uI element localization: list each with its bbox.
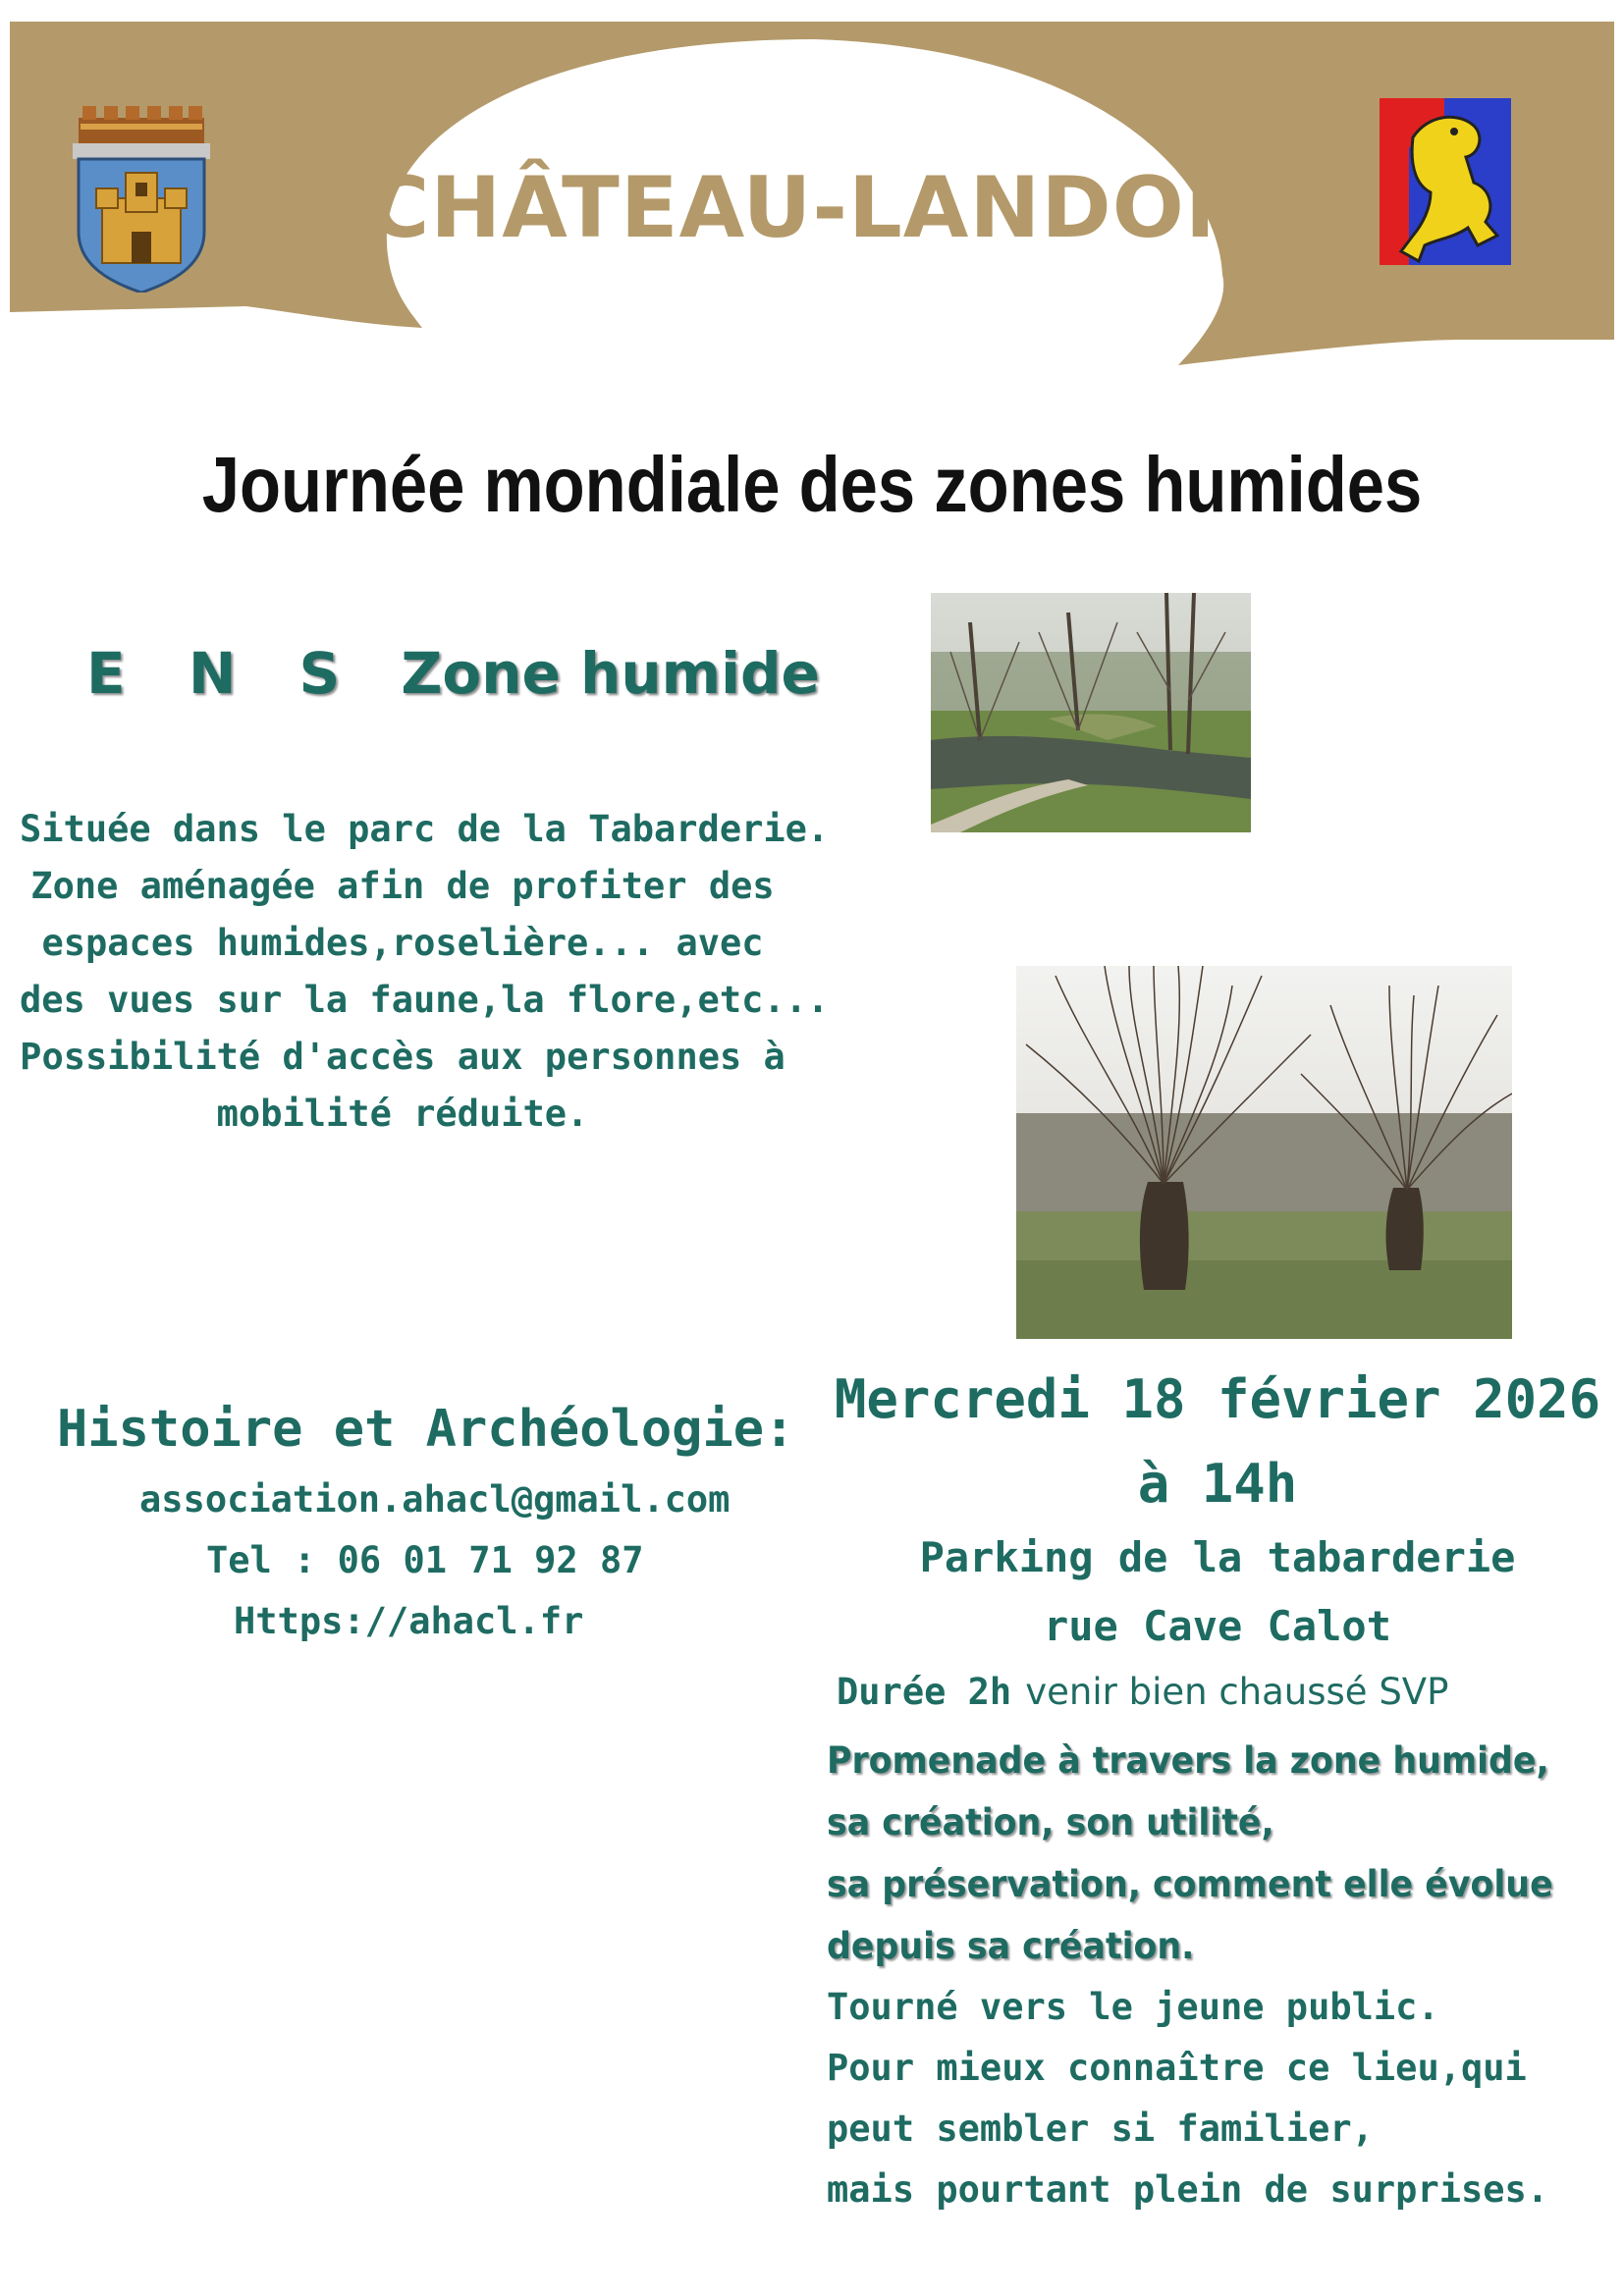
event-place-line2: rue Cave Calot	[1043, 1602, 1391, 1650]
event-time: à 14h	[1137, 1453, 1298, 1515]
promo-line: Promenade à travers la zone humide,	[827, 1739, 1549, 1782]
site-description	[20, 801, 830, 1143]
lion-rampant-flag-icon	[1380, 98, 1511, 265]
promenade-text	[827, 1730, 1599, 1977]
promo-line: depuis sa création.	[827, 1925, 1195, 1967]
ens-heading	[86, 640, 820, 707]
event-date: Mercredi 18 février 2026	[834, 1368, 1601, 1430]
description-line: espaces humides,roselière... avec	[41, 922, 764, 964]
association-website[interactable]: Https://ahacl.fr	[234, 1600, 584, 1642]
association-title: Histoire et Archéologie:	[57, 1400, 795, 1459]
promo-line: sa création, son utilité,	[827, 1801, 1274, 1843]
wetland-photo	[931, 593, 1251, 832]
event-duration	[837, 1671, 1448, 1713]
ens-label: Zone humide	[401, 640, 820, 707]
description-line: Zone aménagée afin de profiter des	[30, 865, 775, 907]
description-line: Située dans le parc de la Tabarderie.	[20, 808, 830, 850]
castle-coat-of-arms-icon	[73, 104, 210, 293]
main-title: Journée mondiale des zones humides	[201, 441, 1423, 528]
description-line: Possibilité d'accès aux personnes à	[20, 1036, 785, 1078]
willows-photo	[1016, 966, 1512, 1339]
public-line: Pour mieux connaître ce lieu,qui	[827, 2047, 1527, 2089]
duration-text: Durée 2h	[837, 1671, 1012, 1713]
association-email[interactable]: association.ahacl@gmail.com	[139, 1478, 731, 1521]
public-line: Tourné vers le jeune public.	[827, 1986, 1439, 2028]
public-line: mais pourtant plein de surprises.	[827, 2168, 1549, 2211]
public-line: peut sembler si familier,	[827, 2108, 1374, 2150]
promo-line: sa préservation, comment elle évolue	[827, 1863, 1553, 1905]
event-place-line1: Parking de la tabarderie	[919, 1533, 1516, 1581]
association-phone: Tel : 06 01 71 92 87	[206, 1539, 644, 1581]
description-line: des vues sur la faune,la flore,etc...	[20, 979, 830, 1021]
advice-text: venir bien chaussé SVP	[1025, 1671, 1449, 1713]
description-line: mobilité réduite.	[216, 1093, 589, 1135]
town-name: CHÂTEAU-LANDON	[367, 159, 1257, 257]
public-text	[827, 1977, 1548, 2220]
ens-letters: E N S	[86, 640, 362, 707]
